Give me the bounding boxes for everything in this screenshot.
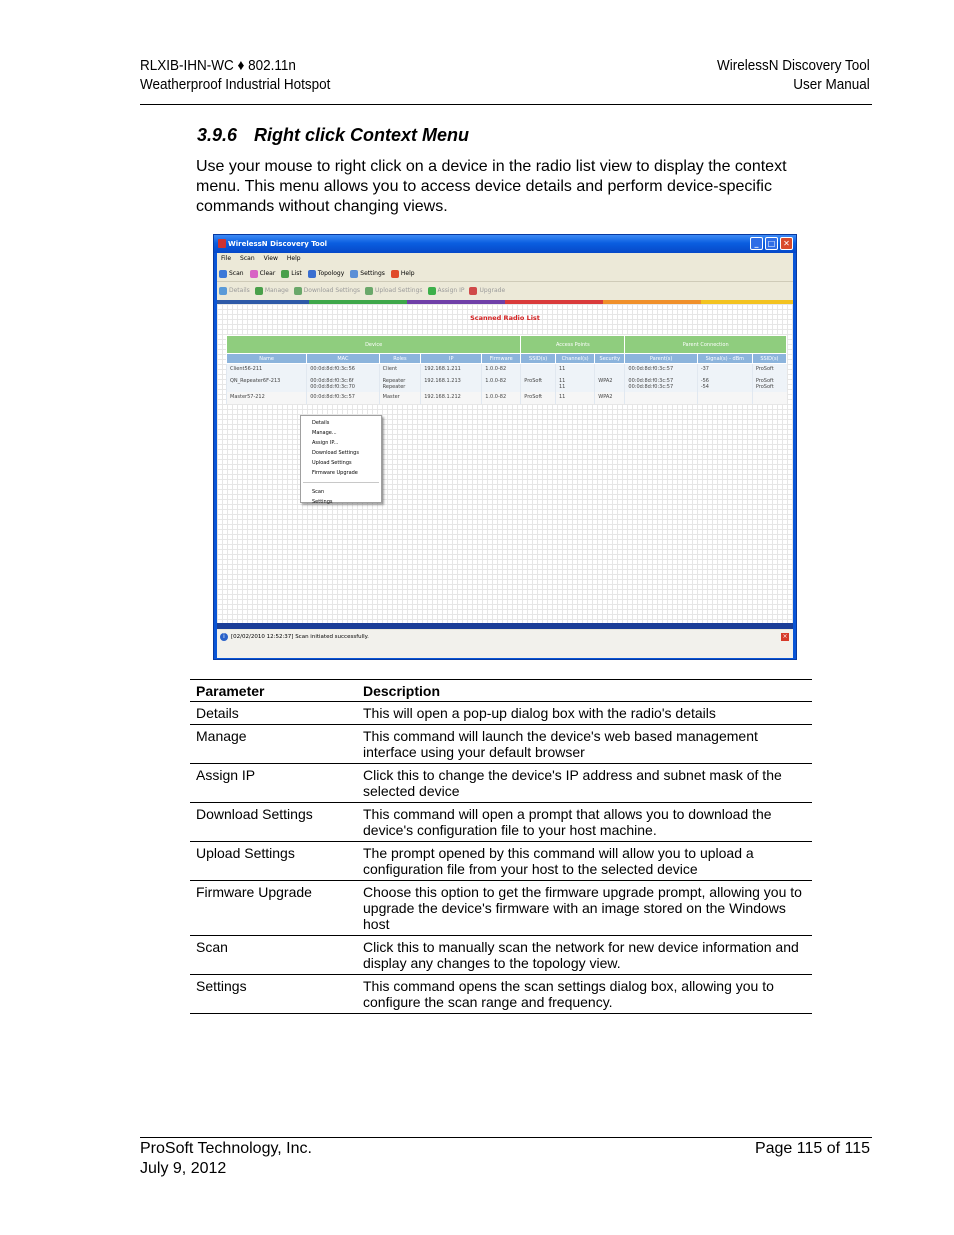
parameter-cell: Firmware Upgrade <box>190 881 357 936</box>
toolbar-label: Settings <box>360 269 385 277</box>
radio-list-canvas <box>217 304 793 623</box>
toolbar-button <box>255 283 289 299</box>
column-header: MAC <box>307 354 379 364</box>
table-row <box>190 881 812 936</box>
footer-divider <box>140 1137 872 1138</box>
table-cell: Client56-211 <box>227 364 307 376</box>
section-title: Right click Context Menu <box>254 125 470 145</box>
app-icon <box>218 239 226 248</box>
upload-icon <box>365 287 373 295</box>
intro-paragraph: Use your mouse to right click on a device in the radio list view to display the context menu. This menu allows you to access device details and perform device-specific commands without changing views. <box>196 158 787 215</box>
col-parameter: Parameter <box>190 680 357 702</box>
table-row <box>190 803 812 842</box>
column-header: Roles <box>379 354 421 364</box>
product-name: RLXIB-IHN-WC ♦ 802.11n <box>140 57 296 74</box>
status-bar <box>217 630 793 658</box>
header-divider <box>140 104 872 105</box>
manual-type: User Manual <box>793 76 870 93</box>
toolbar-button <box>250 266 276 281</box>
column-header: SSID(s) <box>752 354 786 364</box>
table-cell: WPA2 <box>595 392 625 404</box>
table-cell: Master57-212 <box>227 392 307 404</box>
table-cell: 00:0d:8d:f0:3c:57 <box>307 392 379 404</box>
table-row <box>190 702 812 725</box>
context-menu-item: Details <box>312 420 330 426</box>
table-cell: ProSoft ProSoft <box>752 376 786 392</box>
column-header: Channel(s) <box>556 354 595 364</box>
minimize-icon: _ <box>750 237 763 250</box>
table-cell: QN_Repeater6F-213 <box>227 376 307 392</box>
toolbar-button <box>219 283 250 299</box>
parameter-cell: Details <box>190 702 357 725</box>
table-row <box>227 392 787 404</box>
upgrade-icon <box>469 287 477 295</box>
column-header: Parent(s) <box>625 354 697 364</box>
menubar <box>217 253 793 265</box>
column-header: Name <box>227 354 307 364</box>
context-menu-item: Firmware Upgrade <box>312 470 358 476</box>
magnifier-icon <box>219 270 227 278</box>
toolbar-label: Scan <box>229 269 244 277</box>
context-menu <box>300 415 382 503</box>
table-cell: WPA2 <box>595 376 625 392</box>
group-device: Device <box>227 336 521 354</box>
publish-date: July 9, 2012 <box>140 1160 227 1177</box>
column-header: Signal(s) - dBm <box>697 354 752 364</box>
list-title: Scanned Radio List <box>470 314 540 322</box>
description-cell: Choose this option to get the firmware upgrade prompt, allowing you to upgrade the device's firmware with an image stored on the Windows host <box>357 881 812 936</box>
toolbar-button <box>308 266 345 281</box>
table-cell <box>752 392 786 404</box>
product-description: Weatherproof Industrial Hotspot <box>140 76 331 93</box>
table-cell: 11 11 <box>556 376 595 392</box>
context-menu-item: Download Settings <box>312 450 359 456</box>
toolbar-button <box>428 283 465 299</box>
check-icon <box>428 287 436 295</box>
settings-icon <box>350 270 358 278</box>
manual-title: WirelessN Discovery Tool <box>717 57 870 74</box>
description-cell: The prompt opened by this command will allow you to upload a configuration file from your host to the selected device <box>357 842 812 881</box>
table-cell <box>625 392 697 404</box>
table-cell: 1.0.0-82 <box>482 376 521 392</box>
menu-help: Help <box>286 255 301 262</box>
menu-scan: Scan <box>240 255 255 262</box>
table-cell: Repeater Repeater <box>379 376 421 392</box>
description-cell: Click this to change the device's IP address and subnet mask of the selected device <box>357 764 812 803</box>
table-cell: 192.168.1.212 <box>421 392 482 404</box>
toolbar-button <box>294 283 360 299</box>
info-icon: i <box>220 633 228 641</box>
table-row <box>227 364 787 376</box>
table-cell: 00:0d:8d:f0:3c:57 <box>625 364 697 376</box>
toolbar-label: Download Settings <box>303 287 360 294</box>
table-cell: 1.0.0-82 <box>482 392 521 404</box>
toolbar-label: Assign IP <box>437 287 465 294</box>
parameter-cell: Download Settings <box>190 803 357 842</box>
toolbar-label: Upload Settings <box>375 287 423 294</box>
table-cell: ProSoft <box>521 392 556 404</box>
window-controls <box>750 237 793 250</box>
page-number: Page 115 of 115 <box>754 1140 870 1157</box>
table-cell: Master <box>379 392 421 404</box>
description-cell: This command will open a prompt that allows you to download the device's configuration file to your host machine. <box>357 803 812 842</box>
header-left <box>140 56 330 94</box>
status-divider <box>217 623 793 629</box>
table-cell: 1.0.0-82 <box>482 364 521 376</box>
menu-view: View <box>263 255 278 262</box>
table-row <box>190 725 812 764</box>
topology-icon <box>308 270 316 278</box>
radio-list-table <box>226 335 787 404</box>
table-row <box>190 842 812 881</box>
section-number: 3.9.6 <box>197 125 238 145</box>
table-row <box>190 975 812 1014</box>
column-header: SSID(s) <box>521 354 556 364</box>
table-cell: 00:0d:8d:f0:3c:57 00:0d:8d:f0:3c:57 <box>625 376 697 392</box>
footer-right <box>755 1139 870 1159</box>
window-titlebar <box>214 235 796 253</box>
column-header: Security <box>595 354 625 364</box>
close-icon: ✕ <box>780 237 793 250</box>
parameter-table <box>190 679 812 1014</box>
context-menu-separator <box>303 482 379 483</box>
table-cell: 11 <box>556 364 595 376</box>
table-cell: ProSoft <box>521 376 556 392</box>
parameter-cell: Settings <box>190 975 357 1014</box>
toolbar-label: List <box>291 269 302 277</box>
table-cell: ProSoft <box>752 364 786 376</box>
toolbar-label: Topology <box>317 269 345 277</box>
table-row <box>190 936 812 975</box>
manage-icon <box>255 287 263 295</box>
company-name: ProSoft Technology, Inc. <box>140 1140 312 1157</box>
footer-left <box>140 1139 312 1179</box>
toolbar-label: Upgrade <box>479 287 506 294</box>
table-cell <box>595 364 625 376</box>
group-parent-connection: Parent Connection <box>625 336 787 354</box>
table-cell: 00:0d:8d:f0:3c:56 <box>307 364 379 376</box>
toolbar-label: Manage <box>264 287 289 294</box>
context-menu-item: Assign IP... <box>312 440 339 446</box>
window-client <box>217 253 793 656</box>
eraser-icon <box>250 270 258 278</box>
parameter-cell: Manage <box>190 725 357 764</box>
section-heading <box>197 125 469 146</box>
details-icon <box>219 287 227 295</box>
group-access-points: Access Points <box>521 336 625 354</box>
table-row <box>190 764 812 803</box>
app-window-screenshot <box>213 234 797 660</box>
toolbar-label: Help <box>400 269 415 277</box>
column-header: IP <box>421 354 482 364</box>
maximize-icon: □ <box>765 237 778 250</box>
description-cell: This will open a pop-up dialog box with the radio's details <box>357 702 812 725</box>
menu-file: File <box>221 255 232 262</box>
parameter-cell: Upload Settings <box>190 842 357 881</box>
clear-status-icon: × <box>782 633 788 640</box>
download-icon <box>294 287 302 295</box>
window-title: WirelessN Discovery Tool <box>228 240 328 248</box>
col-description: Description <box>357 680 812 702</box>
list-icon <box>281 270 289 278</box>
toolbar-label: Clear <box>259 269 276 277</box>
description-cell: This command will launch the device's web based management interface using your default browser <box>357 725 812 764</box>
context-menu-item: Scan <box>312 489 325 495</box>
status-text: [02/02/2010 12:52:37] Scan initiated successfully. <box>231 634 369 640</box>
parameter-cell: Scan <box>190 936 357 975</box>
context-menu-item: Manage... <box>312 430 337 436</box>
toolbar-button <box>281 266 302 281</box>
table-cell: -37 <box>697 364 752 376</box>
toolbar-button <box>365 283 423 299</box>
toolbar-button <box>350 266 385 281</box>
table-cell: 00:0d:8d:f0:3c:6f 00:0d:8d:f0:3c:70 <box>307 376 379 392</box>
table-cell: -56 -54 <box>697 376 752 392</box>
description-cell: Click this to manually scan the network for new device information and display any changes to the topology view. <box>357 936 812 975</box>
parameter-cell: Assign IP <box>190 764 357 803</box>
toolbar-button <box>391 266 415 281</box>
context-menu-item: Settings <box>312 499 333 505</box>
table-cell: 192.168.1.211 <box>421 364 482 376</box>
table-cell: 11 <box>556 392 595 404</box>
header-right <box>717 56 870 94</box>
toolbar-button <box>469 283 505 299</box>
device-toolbar <box>217 283 793 299</box>
table-cell: 192.168.1.213 <box>421 376 482 392</box>
description-cell: This command opens the scan settings dialog box, allowing you to configure the scan range and frequency. <box>357 975 812 1014</box>
help-icon <box>391 270 399 278</box>
toolbar-label: Details <box>229 287 250 294</box>
main-toolbar <box>217 266 793 282</box>
table-cell <box>697 392 752 404</box>
table-row <box>227 376 787 392</box>
toolbar-button <box>219 266 244 281</box>
table-cell <box>521 364 556 376</box>
table-cell: Client <box>379 364 421 376</box>
context-menu-item: Upload Settings <box>312 460 352 466</box>
column-header: Firmware <box>482 354 521 364</box>
